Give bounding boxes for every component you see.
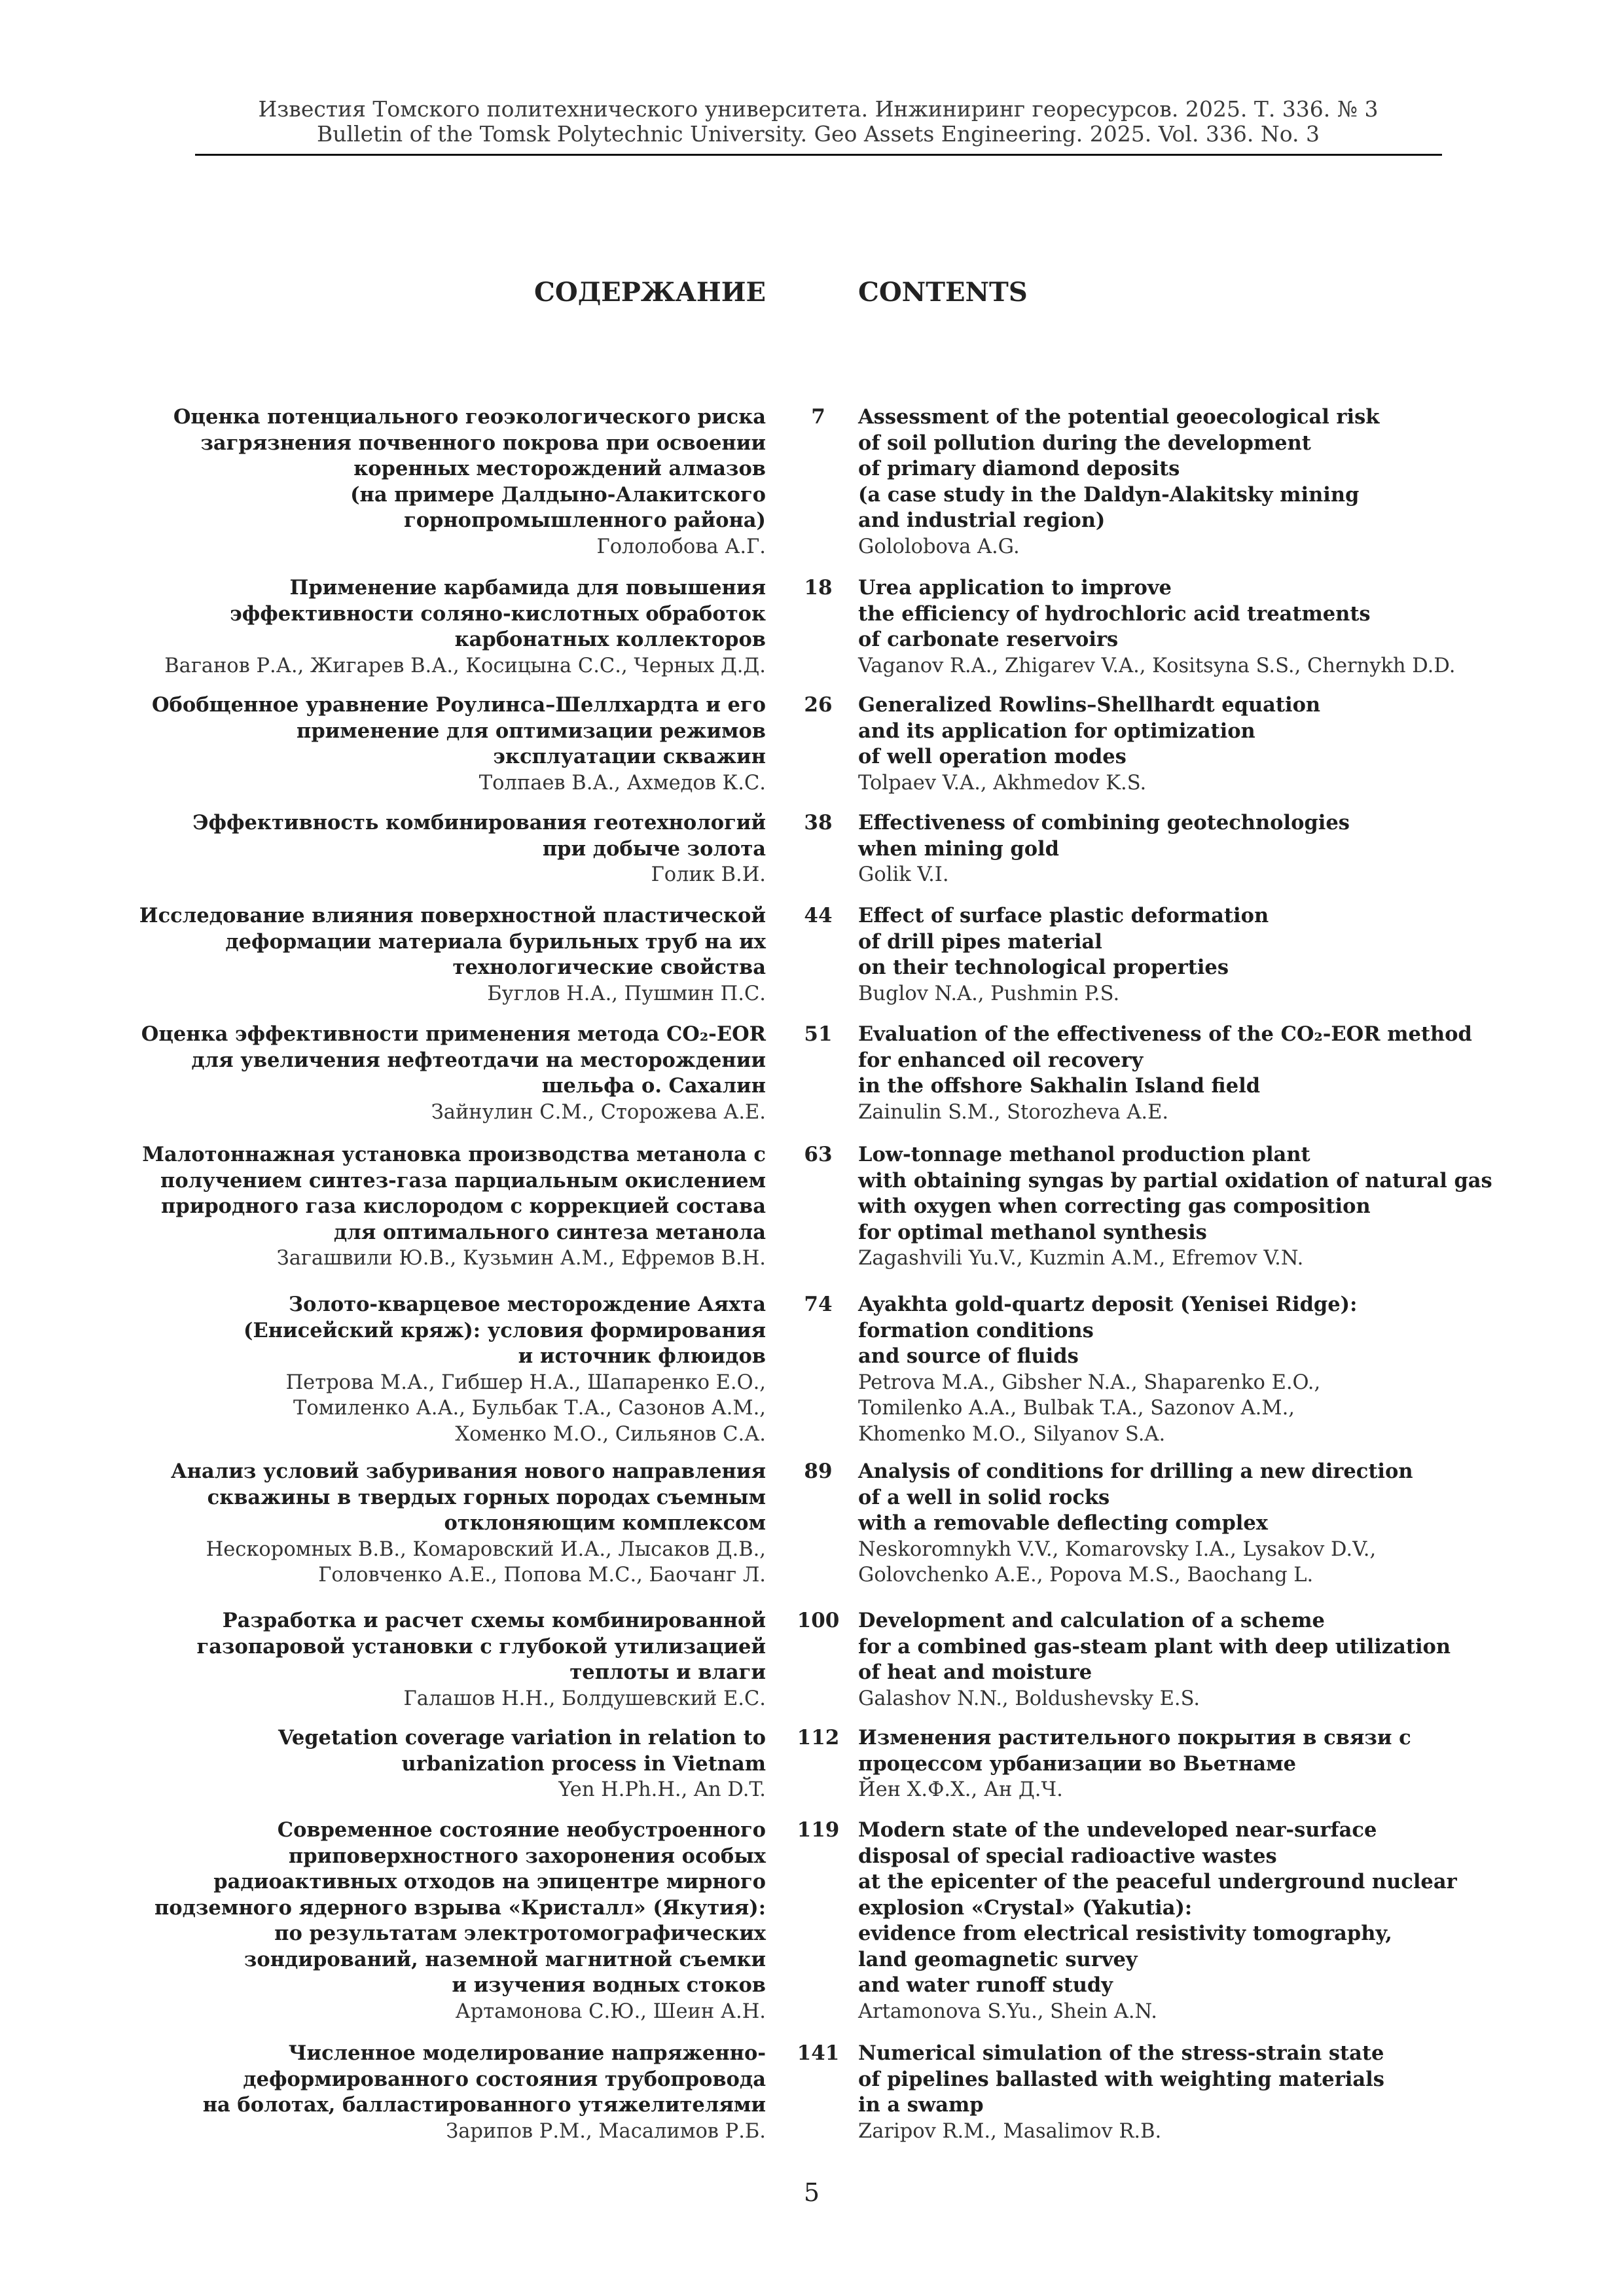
article-title-line: Обобщенное уравнение Роулинса–Шеллхардта и его: [151, 693, 766, 717]
article-title-line: disposal of special radioactive wastes: [858, 1844, 1277, 1868]
article-title-line: по результатам электротомографических: [274, 1922, 766, 1945]
journal-header-en: Bulletin of the Tomsk Polytechnic University. Geo Assets Engineering. 2025. Vol. 336. No. 3: [316, 121, 1320, 147]
entry-right-column: [858, 1725, 1526, 1803]
entry-page-number: 119: [797, 1818, 840, 1842]
article-title-line: Effectiveness of combining geotechnologies: [858, 811, 1350, 834]
article-title-line: Vegetation coverage variation in relation to: [278, 1726, 766, 1749]
article-authors-line: Zagashvili Yu.V., Kuzmin A.M., Efremov V.N.: [858, 1247, 1304, 1270]
article-title-line: подземного ядерного взрыва «Кристалл» (Якутия):: [154, 1895, 766, 1920]
article-authors-line: Galashov N.N., Boldushevsky E.S.: [858, 1687, 1200, 1710]
contents-title-ru: СОДЕРЖАНИЕ: [534, 277, 766, 308]
article-title-line: of drill pipes material: [858, 929, 1102, 954]
entry-left-column: [46, 404, 766, 560]
article-title-line: evidence from electrical resistivity tomography,: [858, 1922, 1392, 1945]
entry-right-column: [858, 1142, 1526, 1272]
entry-left-column: [46, 2041, 766, 2144]
article-title-line: formation conditions: [858, 1318, 1094, 1342]
article-authors-line: Буглов Н.А., Пушмин П.С.: [487, 982, 766, 1005]
entry-left-column: [46, 575, 766, 679]
article-title-line: Analysis of conditions for drilling a new direction: [858, 1460, 1413, 1483]
article-title-line: коренных месторождений алмазов: [353, 457, 766, 480]
article-authors-line: Artamonova S.Yu., Shein A.N.: [858, 2000, 1157, 2023]
article-authors-line: Голик В.И.: [651, 863, 766, 886]
entry-page-number: 74: [804, 1293, 833, 1316]
article-title-line: теплоты и влаги: [569, 1660, 766, 1684]
article-title-line: in a swamp: [858, 2093, 984, 2117]
article-authors-line: Зарипов Р.М., Масалимов Р.Б.: [446, 2119, 766, 2143]
article-title-line: (a case study in the Daldyn-Alakitsky mining: [858, 482, 1360, 507]
article-title-line: for a combined gas-steam plant with deep utilization: [858, 1634, 1451, 1659]
page-number: 5: [803, 2178, 820, 2207]
article-authors-line: Vaganov R.A., Zhigarev V.A., Kositsyna S.S., Chernykh D.D.: [858, 654, 1456, 677]
article-title-line: Разработка и расчет схемы комбинированной: [222, 1609, 766, 1632]
article-title-line: Modern state of the undeveloped near-surface: [858, 1818, 1377, 1842]
article-title-line: Современное состояние необустроенного: [277, 1818, 766, 1842]
article-title-line: деформации материала бурильных труб на их: [225, 929, 766, 954]
article-authors-line: Томиленко А.А., Бульбак Т.А., Сазонов А.М.,: [293, 1397, 766, 1420]
article-title-line: Effect of surface plastic deformation: [858, 904, 1269, 927]
entry-page-number: 18: [804, 576, 833, 600]
article-title-line: and its application for optimization: [858, 719, 1255, 743]
entry-right-column: [858, 404, 1526, 560]
article-title-line: Ayakhta gold-quartz deposit (Yenisei Ridge):: [858, 1293, 1358, 1316]
article-authors-line: Хоменко М.О., Сильянов С.А.: [455, 1422, 766, 1446]
article-title-line: эффективности соляно-кислотных обработок: [230, 601, 766, 626]
article-title-line: зондирований, наземной магнитной съемки: [244, 1947, 766, 1971]
article-title-line: for enhanced oil recovery: [858, 1048, 1144, 1072]
entry-page-number: 100: [797, 1609, 840, 1632]
article-authors-line: Гололобова А.Г.: [596, 535, 766, 558]
article-title-line: of primary diamond deposits: [858, 457, 1180, 480]
article-title-line: Assessment of the potential geoecological risk: [858, 405, 1380, 429]
entry-page-number: 63: [804, 1143, 833, 1166]
entry-page-number: 89: [804, 1460, 833, 1483]
article-title-line: применение для оптимизации режимов: [297, 719, 766, 743]
article-authors-line: Галашов Н.Н., Болдушевский Е.С.: [403, 1687, 766, 1710]
article-authors-line: Yen H.Ph.H., An D.T.: [558, 1778, 766, 1801]
entry-left-column: [46, 1022, 766, 1125]
entry-right-column: [858, 1022, 1526, 1125]
entry-left-column: [46, 1142, 766, 1272]
article-title-line: Urea application to improve: [858, 576, 1172, 600]
article-title-line: шельфа о. Сахалин: [541, 1074, 766, 1098]
article-title-line: for optimal methanol synthesis: [858, 1220, 1207, 1244]
entry-right-column: [858, 1292, 1526, 1447]
article-authors-line: Petrova M.A., Gibsher N.A., Shaparenko E.O.,: [858, 1371, 1321, 1394]
article-authors-line: Gololobova A.G.: [858, 535, 1020, 558]
article-authors-line: Нескоромных В.В., Комаровский И.А., Лысаков Д.В.,: [206, 1537, 766, 1561]
entry-left-column: [46, 1459, 766, 1588]
article-title-line: газопаровой установки с глубокой утилизацией: [196, 1634, 766, 1659]
article-title-line: when mining gold: [858, 836, 1059, 861]
article-authors-line: Ваганов Р.А., Жигарев В.А., Косицына С.С., Черных Д.Д.: [164, 654, 766, 677]
article-title-line: Numerical simulation of the stress-strain state: [858, 2041, 1384, 2065]
article-title-line: радиоактивных отходов на эпицентре мирного: [213, 1870, 766, 1893]
article-title-line: at the epicenter of the peaceful underground nuclear: [858, 1870, 1457, 1893]
article-title-line: Generalized Rowlins–Shellhardt equation: [858, 693, 1321, 717]
article-authors-line: Zainulin S.M., Storozheva A.E.: [858, 1100, 1169, 1124]
entry-right-column: [858, 1818, 1526, 2024]
article-title-line: in the offshore Sakhalin Island field: [858, 1074, 1261, 1098]
article-title-line: Эффективность комбинирования геотехнологий: [192, 811, 766, 834]
journal-header-ru: Известия Томского политехнического университета. Инжиниринг георесурсов. 2025. Т. 336. № 3: [258, 96, 1379, 122]
article-title-line: деформированного состояния трубопровода: [243, 2067, 766, 2091]
entry-page-number: 51: [804, 1022, 833, 1046]
article-title-line: технологические свойства: [452, 956, 766, 979]
contents-title-en: CONTENTS: [858, 277, 1028, 308]
entry-right-column: [858, 1608, 1526, 1712]
entry-left-column: [46, 1292, 766, 1447]
article-title-line: of a well in solid rocks: [858, 1485, 1110, 1509]
article-title-line: with obtaining syngas by partial oxidation of natural gas: [858, 1168, 1492, 1193]
article-title-line: загрязнения почвенного покрова при освоении: [200, 431, 766, 455]
entry-right-column: [858, 903, 1526, 1007]
article-title-line: on their technological properties: [858, 956, 1229, 979]
article-title-line: для оптимального синтеза метанола: [333, 1220, 766, 1244]
entry-left-column: [46, 1608, 766, 1712]
article-authors-line: Толпаев В.А., Ахмедов К.С.: [478, 771, 766, 795]
article-authors-line: Tomilenko A.A., Bulbak T.A., Sazonov A.M.,: [858, 1397, 1295, 1420]
article-title-line: отклоняющим комплексом: [444, 1511, 766, 1535]
article-title-line: and source of fluids: [858, 1344, 1079, 1368]
article-title-line: Анализ условий забуривания нового направления: [170, 1460, 766, 1483]
article-title-line: для увеличения нефтеотдачи на месторождении: [191, 1048, 766, 1072]
article-authors-line: Артамонова С.Ю., Шеин А.Н.: [455, 2000, 766, 2023]
article-title-line: Применение карбамида для повышения: [289, 576, 766, 600]
journal-header: [196, 97, 1440, 147]
article-title-line: Оценка эффективности применения метода CO₂-EOR: [141, 1022, 766, 1046]
article-title-line: при добыче золота: [542, 836, 766, 861]
entry-right-column: [858, 575, 1526, 679]
article-title-line: Evaluation of the effectiveness of the CO₂-EOR method: [858, 1022, 1472, 1046]
article-title-line: the efficiency of hydrochloric acid treatments: [858, 601, 1371, 626]
entry-left-column: [46, 1818, 766, 2024]
article-title-line: and industrial region): [858, 509, 1106, 532]
article-authors-line: Golovchenko A.E., Popova M.S., Baochang L.: [858, 1564, 1314, 1587]
entry-page-number: 44: [804, 904, 833, 927]
article-authors-line: Tolpaev V.A., Akhmedov K.S.: [858, 771, 1147, 795]
article-title-line: и изучения водных стоков: [452, 1973, 766, 1997]
article-title-line: with a removable deflecting complex: [858, 1511, 1268, 1535]
article-title-line: with oxygen when correcting gas composition: [858, 1194, 1371, 1218]
article-title-line: природного газа кислородом с коррекцией состава: [161, 1194, 766, 1218]
article-title-line: of heat and moisture: [858, 1660, 1092, 1684]
article-title-line: (Енисейский кряж): условия формирования: [244, 1318, 766, 1342]
article-title-line: процессом урбанизации во Вьетнаме: [858, 1751, 1296, 1776]
article-title-line: land geomagnetic survey: [858, 1947, 1138, 1971]
article-title-line: (на примере Далдыно-Алакитского: [350, 482, 766, 507]
entry-right-column: [858, 1459, 1526, 1588]
article-title-line: Золото-кварцевое месторождение Аяхта: [289, 1293, 766, 1316]
entry-page-number: 141: [797, 2041, 840, 2065]
article-title-line: карбонатных коллекторов: [454, 628, 766, 651]
article-title-line: получением синтез-газа парциальным окислением: [160, 1168, 766, 1193]
article-title-line: Численное моделирование напряженно-: [288, 2041, 766, 2065]
article-title-line: эксплуатации скважин: [493, 745, 766, 768]
article-authors-line: Головченко А.Е., Попова М.С., Баочанг Л.: [318, 1564, 766, 1587]
article-title-line: приповерхностного захоронения особых: [288, 1844, 766, 1868]
article-title-line: of pipelines ballasted with weighting materials: [858, 2067, 1384, 2091]
article-authors-line: Йен Х.Ф.Х., Ан Д.Ч.: [858, 1778, 1063, 1801]
entry-page-number: 112: [797, 1726, 840, 1749]
entry-page-number: 26: [804, 693, 833, 717]
article-title-line: Малотоннажная установка производства метанола с: [142, 1143, 766, 1166]
entry-left-column: [46, 903, 766, 1007]
article-title-line: of well operation modes: [858, 745, 1127, 768]
article-authors-line: Загашвили Ю.В., Кузьмин А.М., Ефремов В.Н.: [276, 1247, 766, 1270]
article-title-line: Исследование влияния поверхностной пластической: [139, 904, 766, 927]
article-authors-line: Зайнулин С.М., Сторожева А.Е.: [431, 1100, 766, 1124]
article-authors-line: Buglov N.A., Pushmin P.S.: [858, 982, 1120, 1005]
article-authors-line: Neskoromnykh V.V., Komarovsky I.A., Lysakov D.V.,: [858, 1537, 1377, 1561]
article-title-line: Low-tonnage methanol production plant: [858, 1143, 1310, 1166]
article-authors-line: Zaripov R.M., Masalimov R.B.: [858, 2119, 1162, 2143]
article-title-line: of soil pollution during the development: [858, 431, 1311, 455]
article-authors-line: Golik V.I.: [858, 863, 949, 886]
entry-page-number: 7: [811, 405, 825, 429]
entry-left-column: [46, 1725, 766, 1803]
entry-right-column: [858, 692, 1526, 796]
article-title-line: Оценка потенциального геоэкологического риска: [173, 405, 766, 429]
article-title-line: Development and calculation of a scheme: [858, 1609, 1325, 1632]
header-divider: [195, 154, 1442, 156]
entry-left-column: [46, 692, 766, 796]
article-authors-line: Khomenko M.O., Silyanov S.A.: [858, 1422, 1166, 1446]
article-title-line: and water runoff study: [858, 1973, 1113, 1997]
article-title-line: Изменения растительного покрытия в связи с: [858, 1726, 1411, 1749]
article-title-line: скважины в твердых горных породах съемным: [207, 1485, 766, 1509]
article-title-line: urbanization process in Vietnam: [401, 1751, 766, 1776]
entry-right-column: [858, 2041, 1526, 2144]
article-title-line: горнопромышленного района): [404, 509, 766, 532]
article-title-line: и источник флюидов: [518, 1344, 766, 1368]
entry-left-column: [46, 810, 766, 888]
article-authors-line: Петрова М.А., Гибшер Н.А., Шапаренко Е.О.,: [285, 1371, 766, 1394]
article-title-line: explosion «Crystal» (Yakutia):: [858, 1895, 1193, 1920]
entry-page-number: 38: [804, 811, 833, 834]
article-title-line: of carbonate reservoirs: [858, 628, 1119, 651]
article-title-line: на болотах, балластированного утяжелителями: [202, 2093, 766, 2117]
entry-right-column: [858, 810, 1526, 888]
